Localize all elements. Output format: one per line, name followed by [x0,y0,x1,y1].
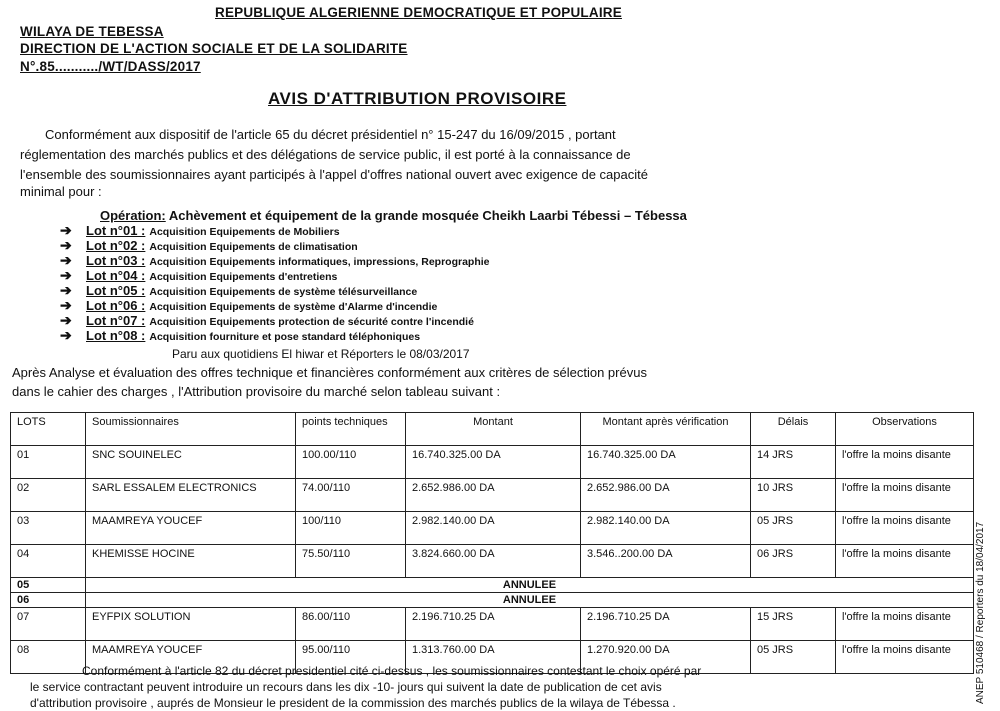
cell-bidder: KHEMISSE HOCINE [86,545,296,578]
intro-line-3: l'ensemble des soumissionnaires ayant participés à l'appel d'offres national ouvert avec exigence de capacité [20,167,648,182]
cell-points: 86.00/110 [296,608,406,641]
cell-lot: 02 [11,479,86,512]
lot-item [60,297,490,312]
cell-bidder: EYFPIX SOLUTION [86,608,296,641]
cell-lot: 01 [11,446,86,479]
lot-number: Lot n°08 : [86,328,146,343]
cell-lot: 04 [11,545,86,578]
lot-item [60,267,490,282]
lot-item [60,312,490,327]
operation-label: Opération: [100,208,166,223]
cell-amount: 3.824.660.00 DA [406,545,581,578]
lot-description: Acquisition fourniture et pose standard téléphoniques [149,331,421,343]
intro-line-4: minimal pour : [20,184,102,199]
cell-annulled: ANNULEE [86,578,974,593]
cell-bidder: MAAMREYA YOUCEF [86,641,296,674]
cell-amount: 2.652.986.00 DA [406,479,581,512]
column-header: Observations [836,413,974,446]
republic-header: REPUBLIQUE ALGERIENNE DEMOCRATIQUE ET POPULAIRE [215,5,622,20]
cell-amount: 1.313.760.00 DA [406,641,581,674]
cell-observation: l'offre la moins disante [836,641,974,674]
intro-line-1: Conformément aux dispositif de l'article 65 du décret présidentiel n° 15-247 du 16/09/2015 , portant [45,127,616,142]
table-row [11,446,974,479]
lot-description: Acquisition Equipements de système télésurveillance [149,286,418,298]
column-header: Soumissionnaires [86,413,296,446]
cell-bidder: SNC SOUINELEC [86,446,296,479]
wilaya-header: WILAYA DE TEBESSA [20,24,164,39]
intro-line-2: réglementation des marchés publics et des délégations de service public, il est porté à la connaissance de [20,147,631,162]
column-header: Montant [406,413,581,446]
cell-amount: 2.982.140.00 DA [406,512,581,545]
lot-number: Lot n°02 : [86,238,146,253]
lot-description: Acquisition Equipements protection de sécurité contre l'incendié [149,316,474,328]
cell-observation: l'offre la moins disante [836,446,974,479]
cell-delay: 05 JRS [751,641,836,674]
cell-points: 75.50/110 [296,545,406,578]
column-header: Délais [751,413,836,446]
table-row [11,545,974,578]
table-row [11,512,974,545]
cell-lot: 06 [11,593,86,608]
closing-line-3: d'attribution provisoire , auprés de Monsieur le president de la commission des marchés publics de la wilaya de Tébessa . [30,696,676,710]
cell-observation: l'offre la moins disante [836,479,974,512]
table-row-annulled [11,578,974,593]
notice-title: AVIS D'ATTRIBUTION PROVISOIRE [268,89,567,108]
lot-description: Acquisition Equipements de système d'Alarme d'incendie [149,301,438,313]
attribution-table [10,412,974,674]
table-header-row [11,413,974,446]
reference-number: N°.85.........../WT/DASS/2017 [20,59,201,74]
operation-line [100,208,687,223]
column-header: points techniques [296,413,406,446]
arrow-right-icon: ➔ [60,237,72,253]
cell-verified-amount: 16.740.325.00 DA [581,446,751,479]
lot-description: Acquisition Equipements de Mobiliers [149,226,340,238]
cell-delay: 05 JRS [751,512,836,545]
after-line-2: dans le cahier des charges , l'Attribution provisoire du marché selon tableau suivant : [12,384,501,399]
cell-observation: l'offre la moins disante [836,512,974,545]
lot-number: Lot n°07 : [86,313,146,328]
lot-number: Lot n°06 : [86,298,146,313]
lot-number: Lot n°03 : [86,253,146,268]
cell-delay: 15 JRS [751,608,836,641]
lot-description: Acquisition Equipements d'entretiens [149,271,338,283]
cell-verified-amount: 3.546..200.00 DA [581,545,751,578]
arrow-right-icon: ➔ [60,222,72,238]
direction-header: DIRECTION DE L'ACTION SOCIALE ET DE LA SOLIDARITE [20,41,408,56]
lot-number: Lot n°04 : [86,268,146,283]
table-row [11,608,974,641]
cell-delay: 10 JRS [751,479,836,512]
lot-number: Lot n°05 : [86,283,146,298]
publication-note: Paru aux quotidiens El hiwar et Réporters le 08/03/2017 [172,347,470,361]
cell-delay: 14 JRS [751,446,836,479]
cell-points: 95.00/110 [296,641,406,674]
lot-item [60,252,490,267]
table-row [11,479,974,512]
cell-verified-amount: 2.196.710.25 DA [581,608,751,641]
operation-text: Achèvement et équipement de la grande mosquée Cheikh Laarbi Tébessi – Tébessa [168,208,687,223]
cell-lot: 05 [11,578,86,593]
arrow-right-icon: ➔ [60,327,72,343]
cell-amount: 16.740.325.00 DA [406,446,581,479]
arrow-right-icon: ➔ [60,252,72,268]
cell-bidder: SARL ESSALEM ELECTRONICS [86,479,296,512]
cell-delay: 06 JRS [751,545,836,578]
closing-line-2: le service contractant peuvent introduire un recours dans les dix -10- jours qui suivent la date de publication de cet avis [30,680,662,694]
cell-verified-amount: 1.270.920.00 DA [581,641,751,674]
cell-verified-amount: 2.982.140.00 DA [581,512,751,545]
cell-points: 100/110 [296,512,406,545]
cell-lot: 03 [11,512,86,545]
closing-line-1: Conformément à l'article 82 du décret presidentiel cité ci-dessus , les soumissionnaires contestant le choix opéré par [82,664,702,678]
publication-side-note: ANEP 510468 / Reporters du 18/04/2017 [975,521,986,704]
lot-number: Lot n°01 : [86,223,146,238]
column-header: Montant après vérification [581,413,751,446]
arrow-right-icon: ➔ [60,267,72,283]
cell-lot: 07 [11,608,86,641]
cell-points: 100.00/110 [296,446,406,479]
cell-points: 74.00/110 [296,479,406,512]
after-line-1: Après Analyse et évaluation des offres technique et financières conformément aux critères de sélection prévus [12,365,647,380]
lots-list [60,222,490,342]
arrow-right-icon: ➔ [60,282,72,298]
table-row-annulled [11,593,974,608]
column-header: LOTS [11,413,86,446]
lot-item [60,282,490,297]
lot-item [60,327,490,342]
lot-description: Acquisition Equipements informatiques, impressions, Reprographie [149,256,490,268]
cell-amount: 2.196.710.25 DA [406,608,581,641]
cell-bidder: MAAMREYA YOUCEF [86,512,296,545]
cell-observation: l'offre la moins disante [836,608,974,641]
cell-observation: l'offre la moins disante [836,545,974,578]
cell-verified-amount: 2.652.986.00 DA [581,479,751,512]
arrow-right-icon: ➔ [60,312,72,328]
cell-lot: 08 [11,641,86,674]
arrow-right-icon: ➔ [60,297,72,313]
lot-item [60,237,490,252]
lot-description: Acquisition Equipements de climatisation [149,241,358,253]
cell-annulled: ANNULEE [86,593,974,608]
lot-item [60,222,490,237]
